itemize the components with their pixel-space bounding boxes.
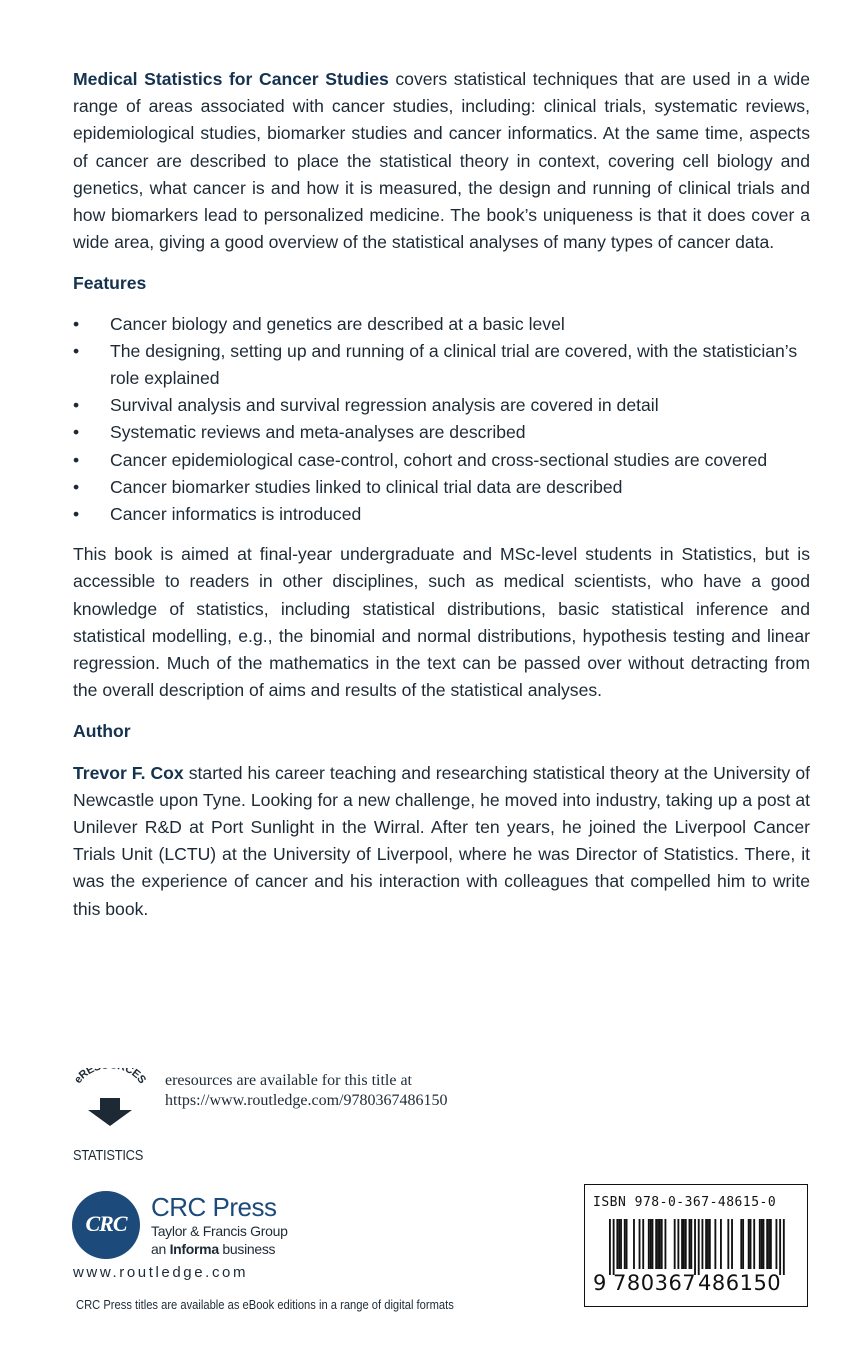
barcode-bar xyxy=(753,1219,755,1269)
bullet-icon: • xyxy=(73,313,80,334)
barcode-bar xyxy=(720,1219,722,1269)
eresources-logo-text: eRE CES xyxy=(72,1068,148,1086)
feature-item xyxy=(73,419,810,446)
barcode-bar xyxy=(609,1219,611,1275)
barcode-bar xyxy=(665,1219,667,1269)
publisher-website[interactable]: www.routledge.com xyxy=(73,1264,249,1281)
barcode-bar xyxy=(648,1219,650,1269)
ebook-note: CRC Press titles are available as eBook editions in a range of digital formats xyxy=(76,1297,454,1312)
feature-item xyxy=(73,338,810,392)
barcode-bar xyxy=(624,1219,626,1269)
barcode-bar xyxy=(655,1219,657,1269)
barcode-bar xyxy=(740,1219,742,1269)
barcode-bar xyxy=(659,1219,661,1269)
author-bio: started his career teaching and researching statistical theory at the University of Newcastle upon Tyne. Looking for a new challenge, he moved into industry, taking up a post at Unilever R&D at Port Sunlight in the Wirral. After ten years, he joined the Liverpool Cancer Trials Unit (LCTU) at the University of Liverpool, where he was Director of Statistics. There, it was the experience of cancer and his interaction with colleagues that compelled him to write this book. xyxy=(73,762,810,919)
barcode-bar xyxy=(683,1219,685,1269)
barcode-bar xyxy=(652,1219,654,1269)
barcode-bar xyxy=(620,1219,622,1269)
barcode-bar xyxy=(674,1219,676,1269)
barcode-bar xyxy=(759,1219,761,1269)
barcode-bar xyxy=(618,1219,620,1269)
barcode-bar xyxy=(690,1219,692,1269)
subject-category: STATISTICS xyxy=(73,1147,144,1164)
eresources-url[interactable]: https://www.routledge.com/9780367486150 xyxy=(165,1092,448,1109)
bullet-icon: • xyxy=(73,504,80,525)
feature-item xyxy=(73,311,810,338)
feature-item xyxy=(73,447,810,474)
barcode-bar xyxy=(626,1219,628,1269)
isbn-label: ISBN 978-0-367-48615-0 xyxy=(593,1195,777,1210)
feature-text: Cancer biology and genetics are described at a basic level xyxy=(110,313,565,334)
eresources-icon xyxy=(70,1068,150,1130)
barcode-bar xyxy=(613,1219,615,1275)
barcode-bar xyxy=(705,1219,707,1269)
feature-text: Systematic reviews and meta-analyses are described xyxy=(110,422,526,443)
bullet-icon: • xyxy=(73,340,80,361)
barcode-digits-group2: 486150 xyxy=(698,1271,782,1295)
author-heading: Author xyxy=(73,721,131,742)
isbn-barcode xyxy=(584,1184,808,1307)
barcode-bar xyxy=(694,1219,696,1275)
barcode-bar xyxy=(748,1219,750,1269)
feature-item xyxy=(73,474,810,501)
barcode-bar xyxy=(633,1219,635,1269)
feature-text: Cancer epidemiological case-control, cohort and cross-sectional studies are covered xyxy=(110,449,768,470)
barcode-bar xyxy=(776,1219,778,1269)
author-name: Trevor F. Cox xyxy=(73,762,184,783)
feature-text: Cancer informatics is introduced xyxy=(110,504,362,525)
barcode-bar xyxy=(779,1219,781,1275)
eresources-line1: eresources are available for this title at xyxy=(165,1072,412,1089)
barcode-bar xyxy=(750,1219,752,1269)
barcode-bar xyxy=(650,1219,652,1269)
bullet-icon: • xyxy=(73,422,80,443)
barcode-bar xyxy=(731,1219,733,1269)
book-title: Medical Statistics for Cancer Studies xyxy=(73,69,389,89)
publisher-name: CRC Press xyxy=(151,1192,277,1222)
barcode-bar xyxy=(768,1219,770,1269)
barcode-bar xyxy=(770,1219,772,1269)
audience-paragraph: This book is aimed at final-year undergraduate and MSc-level students in Statistics, but is accessible to readers in other disciplines, such as medical scientists, who have a good knowledge of statistics, including statistical distributions, basic statistical inference and statistical modelling, e.g., the binomial and normal distributions, hypothesis testing and linear regression. Much of the mathematics in the text can be passed over without detracting from the overall description of aims and results of the statistical analyses. xyxy=(73,544,810,701)
eresources-logo xyxy=(70,1068,150,1128)
author-paragraph xyxy=(73,760,810,923)
barcode-bar xyxy=(709,1219,711,1269)
barcode-bar xyxy=(742,1219,744,1269)
svg-text:eRESOURCES xyxy=(72,1068,148,1086)
blurb-text: covers statistical techniques that are used in a wide range of areas associated with cancer studies, including: clinical trials, systematic reviews, epidemiological studies, biomarker studies and cancer informatics. At the same time, aspects of cancer are described to place the statistical theory in context, covering cell biology and genetics, what cancer is and how it is measured, the design and running of clinical trials and how biomarkers lead to personalized medicine. The book’s uniqueness is that it does cover a wide area, giving a good overview of the statistical analyses of many types of cancer data. xyxy=(73,69,810,253)
features-heading: Features xyxy=(73,273,147,294)
crc-logo-text: CRC xyxy=(85,1211,127,1236)
barcode-bar xyxy=(763,1219,765,1269)
barcode-bar xyxy=(783,1219,785,1275)
barcode-bar xyxy=(677,1219,679,1269)
barcode-bar xyxy=(766,1219,768,1269)
barcode-bars xyxy=(593,1219,799,1275)
publisher-informa: an Informa business xyxy=(151,1241,276,1257)
barcode-bar xyxy=(707,1219,709,1269)
feature-item xyxy=(73,501,810,528)
crc-press-logo xyxy=(72,1191,140,1259)
barcode-bar xyxy=(689,1219,691,1269)
feature-item xyxy=(73,392,810,419)
feature-text: Cancer biomarker studies linked to clinical trial data are described xyxy=(110,476,623,497)
bullet-icon: • xyxy=(73,395,80,416)
blurb-paragraph xyxy=(73,66,810,256)
barcode-bar xyxy=(616,1219,618,1269)
barcode-first-digit: 9 xyxy=(593,1271,607,1295)
barcode-bar xyxy=(642,1219,644,1269)
barcode-bar xyxy=(685,1219,687,1269)
barcode-bar xyxy=(727,1219,729,1269)
barcode-bar xyxy=(698,1219,700,1275)
eresources-note xyxy=(165,1071,448,1111)
bullet-icon: • xyxy=(73,449,80,470)
barcode-bar xyxy=(657,1219,659,1269)
barcode-bar xyxy=(681,1219,683,1269)
publisher-group: Taylor & Francis Group xyxy=(151,1223,288,1239)
bullet-icon: • xyxy=(73,476,80,497)
barcode-bar xyxy=(714,1219,716,1269)
features-list xyxy=(73,311,810,529)
barcode-bar xyxy=(702,1219,704,1269)
barcode-bar xyxy=(661,1219,663,1269)
barcode-bar xyxy=(761,1219,763,1269)
publisher-block xyxy=(151,1192,288,1258)
feature-text: The designing, setting up and running of a clinical trial are covered, with the statistician’s role explained xyxy=(110,340,798,389)
feature-text: Survival analysis and survival regression analysis are covered in detail xyxy=(110,395,659,416)
barcode-digits-group1: 780367 xyxy=(613,1271,697,1295)
barcode-bar xyxy=(639,1219,641,1269)
back-cover-text xyxy=(73,66,810,923)
